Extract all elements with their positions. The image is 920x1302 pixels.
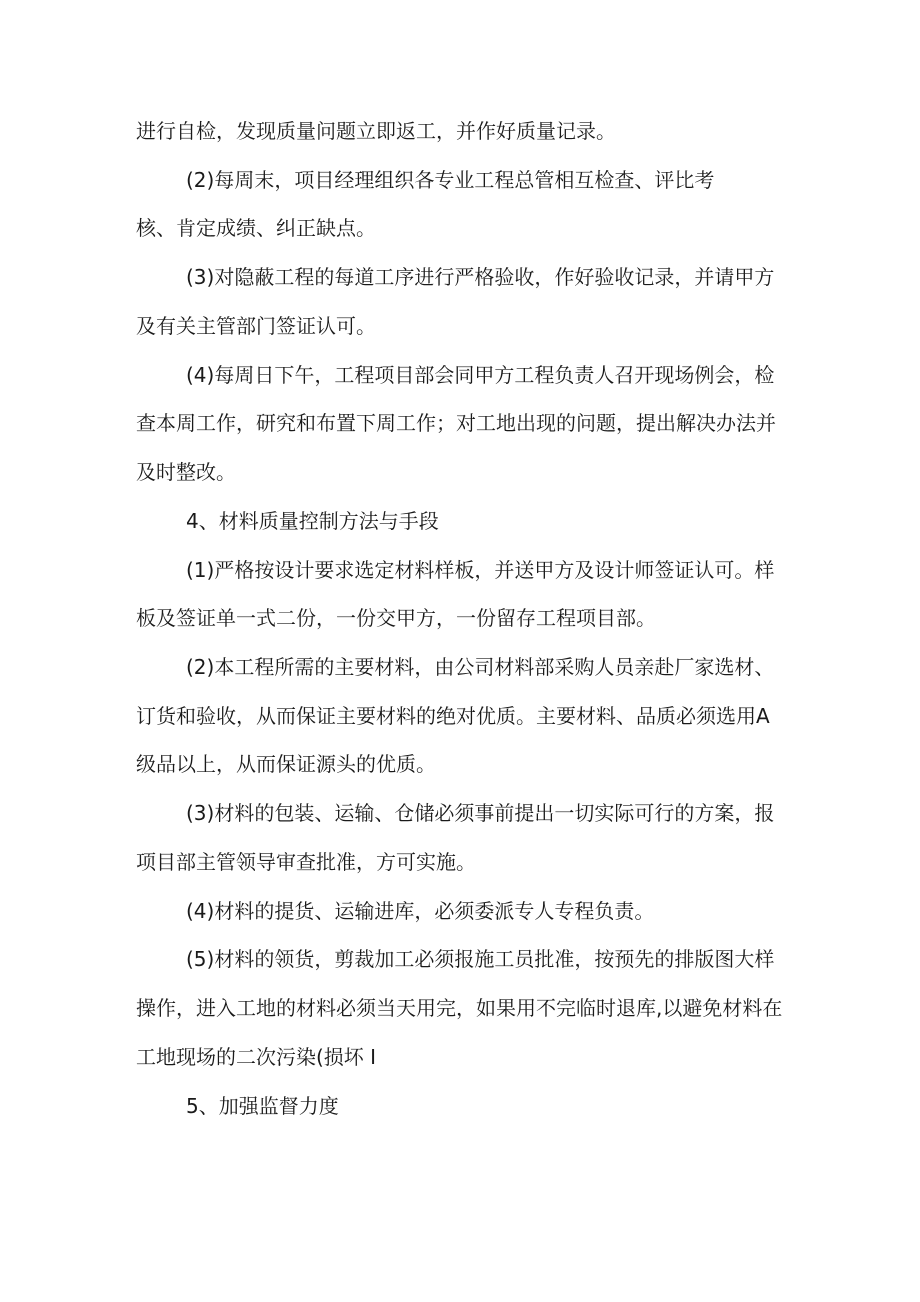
- text-line: 工地现场的二次污染(损坏 I: [136, 1045, 377, 1069]
- section-heading: 5、加强监督力度: [186, 1094, 339, 1118]
- text-line: (5)材料的领货，剪裁加工必须报施工员批准，按预先的排版图大样: [186, 947, 775, 971]
- text-line: (1)严格按设计要求选定材料样板，并送甲方及设计师签证认可。样: [186, 558, 775, 582]
- text-line: (3)对隐蔽工程的每道工序进行严格验收，作好验收记录，并请甲方: [186, 265, 775, 289]
- text-line: 订货和验收，从而保证主要材料的绝对优质。主要材料、品质必须选用A: [136, 704, 770, 728]
- text-line: 及时整改。: [136, 460, 236, 484]
- text-line: (2)本工程所需的主要材料，由公司材料部采购人员亲赴厂家选材、: [186, 655, 775, 679]
- text-line: 板及签证单一式二份，一份交甲方，一份留存工程项目部。: [136, 606, 656, 630]
- section-heading: 4、材料质量控制方法与手段: [186, 509, 439, 533]
- text-line: (4)材料的提货、运输进库，必须委派专人专程负责。: [186, 899, 655, 923]
- text-line: (3)材料的包装、运输、仓储必须事前提出一切实际可行的方案，报: [186, 801, 775, 825]
- text-line: (2)每周末，项目经理组织各专业工程总管相互检查、评比考: [186, 168, 715, 192]
- text-line: 进行自检，发现质量问题立即返工，并作好质量记录。: [136, 119, 616, 143]
- text-line: 项目部主管领导审查批准，方可实施。: [136, 850, 476, 874]
- text-line: 级品以上，从而保证源头的优质。: [136, 752, 436, 776]
- text-line: 核、肯定成绩、纠正缺点。: [136, 216, 376, 240]
- text-line: (4)每周日下午，工程项目部会同甲方工程负责人召开现场例会，检: [186, 363, 775, 387]
- text-line: 查本周工作，研究和布置下周工作；对工地出现的问题，提出解决办法并: [136, 411, 776, 435]
- text-line: 及有关主管部门签证认可。: [136, 314, 376, 338]
- text-line: 操作，进入工地的材料必须当天用完，如果用不完临时退库,以避免材料在: [136, 996, 783, 1020]
